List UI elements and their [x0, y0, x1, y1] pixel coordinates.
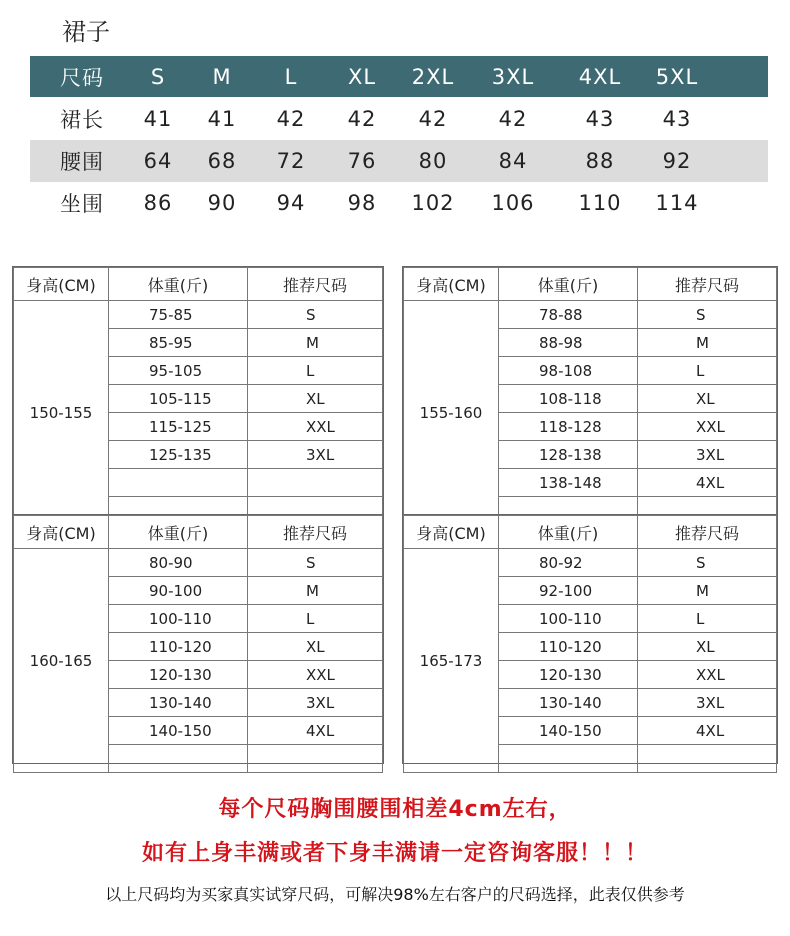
header-size: 3XL	[491, 64, 535, 89]
recommended-size-cell: 3XL	[638, 441, 777, 469]
row-value: 42	[347, 107, 377, 131]
row-value: 110	[578, 191, 622, 215]
row-value: 43	[585, 107, 615, 131]
weight-range-cell: 130-140	[499, 689, 638, 717]
row-value: 80	[418, 149, 448, 173]
row-value: 64	[143, 149, 173, 173]
recommend-table	[402, 266, 778, 516]
header-size: 2XL	[411, 64, 455, 89]
size-chart-header	[30, 56, 768, 97]
recommend-row	[14, 549, 383, 577]
recommended-size-cell: M	[248, 577, 383, 605]
recommended-size-cell: S	[638, 549, 777, 577]
row-value: 42	[276, 107, 306, 131]
weight-range-cell: 118-128	[499, 413, 638, 441]
row-value: 72	[276, 149, 306, 173]
recommended-size-cell: XXL	[248, 413, 383, 441]
weight-range-cell: 128-138	[499, 441, 638, 469]
recommended-size-cell	[248, 745, 383, 773]
weight-range-cell: 125-135	[109, 441, 248, 469]
recommended-size-cell: S	[248, 301, 383, 329]
size-chart-row	[30, 182, 768, 224]
note-line-3: 以上尺码均为买家真实试穿尺码，可解决98%左右客户的尺码选择，此表仅供参考	[105, 885, 685, 904]
weight-range-cell: 105-115	[109, 385, 248, 413]
header-size: XL	[347, 64, 377, 89]
weight-range-cell: 120-130	[499, 661, 638, 689]
recommend-header-cell: 体重(斤)	[499, 516, 638, 549]
weight-range-cell: 140-150	[109, 717, 248, 745]
row-label: 坐围	[60, 192, 104, 216]
row-value: 98	[347, 191, 377, 215]
row-value: 42	[498, 107, 528, 131]
row-value: 68	[207, 149, 237, 173]
recommend-header-cell: 推荐尺码	[638, 268, 777, 301]
row-value: 76	[347, 149, 377, 173]
weight-range-cell: 95-105	[109, 357, 248, 385]
recommend-header-cell: 身高(CM)	[14, 268, 109, 301]
recommended-size-cell: L	[638, 357, 777, 385]
weight-range-cell: 80-92	[499, 549, 638, 577]
note-line-2: 如有上身丰满或者下身丰满请一定咨询客服！！！	[141, 841, 648, 866]
header-size: 5XL	[655, 64, 699, 89]
recommend-table	[402, 514, 778, 764]
recommend-table	[12, 514, 384, 764]
recommend-header-cell: 体重(斤)	[109, 516, 248, 549]
weight-range-cell: 75-85	[109, 301, 248, 329]
row-value: 84	[498, 149, 528, 173]
height-range-cell: 165-173	[404, 549, 499, 773]
recommended-size-cell: XXL	[248, 661, 383, 689]
weight-range-cell: 120-130	[109, 661, 248, 689]
row-value: 41	[207, 107, 237, 131]
recommended-size-cell: 4XL	[638, 717, 777, 745]
header-size: 4XL	[578, 64, 622, 89]
recommended-size-cell: XL	[248, 633, 383, 661]
recommend-header-cell: 身高(CM)	[14, 516, 109, 549]
height-range-cell: 160-165	[14, 549, 109, 773]
recommended-size-cell: M	[638, 577, 777, 605]
row-value: 114	[655, 191, 699, 215]
row-value: 86	[143, 191, 173, 215]
row-value: 88	[585, 149, 615, 173]
page-title: 裙子	[62, 18, 110, 46]
weight-range-cell	[109, 469, 248, 497]
weight-range-cell: 115-125	[109, 413, 248, 441]
recommend-header-cell: 体重(斤)	[109, 268, 248, 301]
weight-range-cell: 138-148	[499, 469, 638, 497]
weight-range-cell: 110-120	[499, 633, 638, 661]
weight-range-cell: 140-150	[499, 717, 638, 745]
row-label: 腰围	[60, 150, 104, 174]
height-range-cell: 150-155	[14, 301, 109, 525]
recommended-size-cell: XL	[638, 385, 777, 413]
row-value: 106	[491, 191, 535, 215]
recommend-header-cell: 身高(CM)	[404, 268, 499, 301]
row-value: 90	[207, 191, 237, 215]
recommended-size-cell: XL	[638, 633, 777, 661]
header-size: S	[150, 64, 166, 89]
note-line-1: 每个尺码胸围腰围相差4cm左右，	[218, 797, 572, 822]
row-value: 94	[276, 191, 306, 215]
weight-range-cell: 100-110	[109, 605, 248, 633]
recommended-size-cell: 3XL	[248, 441, 383, 469]
weight-range-cell: 108-118	[499, 385, 638, 413]
weight-range-cell: 100-110	[499, 605, 638, 633]
header-label: 尺码	[60, 65, 104, 90]
header-size: M	[212, 64, 232, 89]
recommended-size-cell: S	[638, 301, 777, 329]
weight-range-cell: 80-90	[109, 549, 248, 577]
weight-range-cell: 98-108	[499, 357, 638, 385]
recommended-size-cell: 4XL	[638, 469, 777, 497]
recommended-size-cell: XXL	[638, 413, 777, 441]
recommend-header-cell: 推荐尺码	[248, 268, 383, 301]
recommended-size-cell: M	[638, 329, 777, 357]
header-size: L	[284, 64, 298, 89]
recommend-header-cell: 推荐尺码	[248, 516, 383, 549]
weight-range-cell: 88-98	[499, 329, 638, 357]
recommended-size-cell: L	[638, 605, 777, 633]
row-value: 41	[143, 107, 173, 131]
recommended-size-cell: S	[248, 549, 383, 577]
recommended-size-cell: XXL	[638, 661, 777, 689]
row-value: 42	[418, 107, 448, 131]
weight-range-cell: 130-140	[109, 689, 248, 717]
recommended-size-cell	[638, 745, 777, 773]
size-chart-table	[30, 56, 768, 224]
recommend-row	[404, 549, 777, 577]
row-value: 102	[411, 191, 455, 215]
row-value: 92	[662, 149, 692, 173]
recommended-size-cell: 3XL	[248, 689, 383, 717]
recommended-size-cell: 3XL	[638, 689, 777, 717]
recommend-row	[404, 301, 777, 329]
size-chart-row	[30, 98, 768, 140]
recommend-header-cell: 推荐尺码	[638, 516, 777, 549]
weight-range-cell	[499, 745, 638, 773]
recommend-header-cell: 体重(斤)	[499, 268, 638, 301]
recommend-row	[14, 301, 383, 329]
recommended-size-cell	[248, 469, 383, 497]
size-chart-row	[30, 140, 768, 182]
recommended-size-cell: XL	[248, 385, 383, 413]
recommended-size-cell: L	[248, 605, 383, 633]
weight-range-cell	[109, 745, 248, 773]
weight-range-cell: 110-120	[109, 633, 248, 661]
row-value: 43	[662, 107, 692, 131]
recommend-table	[12, 266, 384, 516]
weight-range-cell: 85-95	[109, 329, 248, 357]
row-label: 裙长	[60, 108, 104, 132]
recommend-header-cell: 身高(CM)	[404, 516, 499, 549]
weight-range-cell: 90-100	[109, 577, 248, 605]
recommended-size-cell: M	[248, 329, 383, 357]
weight-range-cell: 78-88	[499, 301, 638, 329]
weight-range-cell: 92-100	[499, 577, 638, 605]
height-range-cell: 155-160	[404, 301, 499, 525]
recommended-size-cell: L	[248, 357, 383, 385]
recommended-size-cell: 4XL	[248, 717, 383, 745]
